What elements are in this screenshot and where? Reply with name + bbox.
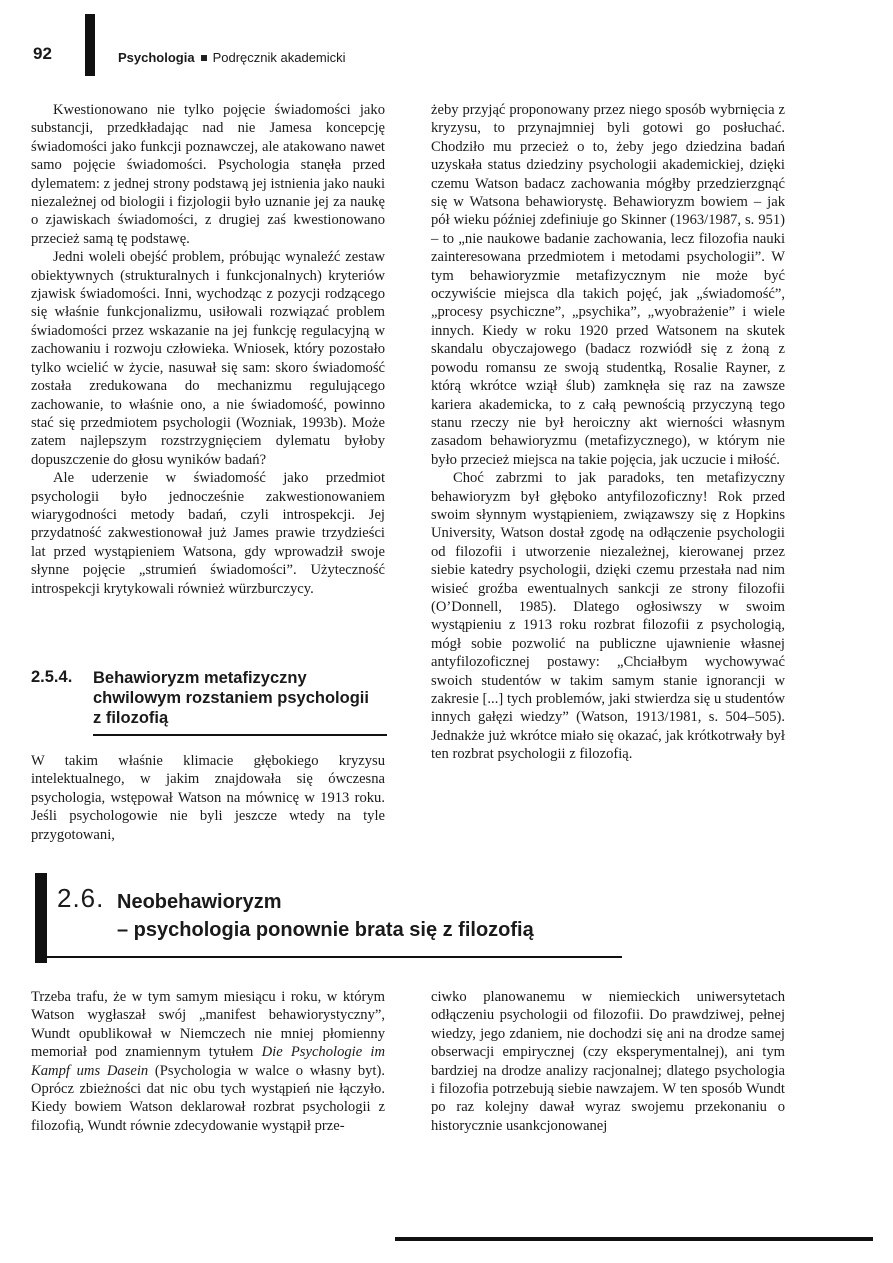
- bottom-rule: [395, 1237, 873, 1241]
- right-column-top: [431, 101, 785, 764]
- bullet-icon: [201, 55, 207, 61]
- subsection-title-line: chwilowym rozstaniem psychologii: [93, 689, 369, 707]
- subsection-number: 2.5.4.: [31, 668, 73, 686]
- paragraph: Kwestionowano nie tylko pojęcie świadomości jako substancji, przedkładając nad nie Jamesa koncepcję świadomości jako funkcji poznawczej, ale atakowano nawet samo pojęcie świadomości. Psychologia stanęła przed dylematem: z jednej strony podstawą jej istnienia jako nauki niezależnej od biologii i fizjologii było uznanie jej za naukę o zjawiskach świadomości, z drugiej zaś kwestionowano przecież samą tę podstawę.: [31, 102, 385, 247]
- running-head: [118, 50, 346, 65]
- section-number: 2.6.: [57, 883, 105, 913]
- paragraph: ciwko planowanemu w niemieckich uniwersytetach odłączeniu psychologii od filozofii. Do prawdziwej, pełnej wiedzy, jego zdaniem, nie dochodzi się ani na drodze samej obserwacji empirycznej (czy eksperymentalnej), ani tym bardziej na drodze analizy racjonalnej; dlatego psychologia i filozofia potrzebują siebie nawzajem. W ten sposób Wundt po raz kolejny dawał wyraz swojemu przekonaniu o historycznie usankcjonowanej: [431, 989, 785, 1134]
- paragraph: Jedni woleli obejść problem, próbując wynaleźć zestaw obiektywnych (strukturalnych i funkcjonalnych) kryteriów zjawisk świadomości. Inni, wychodząc z pozycji rodzącego się właśnie funkcjonalizmu, usiłowali rozwiązać problem świadomości przez wskazanie na jej funkcję regulacyjną w zachowaniu i rozwoju człowieka. Wniosek, który pozostało tylko wcielić w życie, nasuwał się sam: skoro świadomość została zredukowana do mechanizmu regulującego zachowanie, to właśnie ono, a nie świadomość, powinno stać się przedmiotem psychologii (Wozniak, 1993b). Może zatem najlepszym rozstrzygnięciem dylematu byłoby dopuszczenie do głosu wyników badań?: [31, 249, 385, 468]
- left-column-bottom: [31, 752, 385, 844]
- paragraph: [31, 988, 385, 1135]
- section-rule: [47, 956, 622, 958]
- paragraph: żeby przyjąć proponowany przez niego sposób wybrnięcia z kryzysu, to przynajmniej byli gotowi go posłuchać. Chodziło mu przecież o to, żeby jego dziedzina badań uzyskała status dziedziny psychologii akademickiej, dzięki czemu Watson badacz zachowania mógłby przedzierzgnąć się w Watsona behawiorystę. Behawioryzm bowiem – jak pół wieku później zdefiniuje go Skinner (1963/1987, s. 951) – to „nie naukowe badanie zachowania, lecz filozofia nauki zainteresowana przedmiotem i metodami psychologii”. W tym behawioryzmie metafizycznym nie może być oczywiście miejsca dla takich pojęć, jak „świadomość”, „procesy psychiczne”, „psychika”, „wyobrażenie” i wiele innych. Kiedy w roku 1920 przed Watsonem na skutek skandalu obyczajowego (badacz rozwiódł się z żoną z powodu romansu ze swoją studentką, Rosalie Rayner, z którą wkrótce wziął ślub) zamknęła się raz na zawsze kariera akademicka, to z całą pewnością przyczyną tego stanu rzeczy nie był heroiczny akt wierności własnym zasadom behawioryzmu (metafizycznego), w którym nie było przecież miejsca na takie pojęcia, jak uczucie i miłość.: [431, 102, 785, 468]
- section-bar: [35, 873, 47, 963]
- paragraph: W takim właśnie klimacie głębokiego kryzysu intelektualnego, w jakim znajdowała się ówczesna psychologia, wstępował Watson na mównicę w 1913 roku. Jeśli psychologowie nie byli jeszcze wtedy na tyle przygotowani,: [31, 753, 385, 843]
- paragraph: Ale uderzenie w świadomość jako przedmiot psychologii było jednocześnie zakwestionowaniem wiarygodności metody badań, czyli introspekcji. Jej przydatność zakwestionował już James prawie trzydzieści lat przed wystąpieniem Watsona, gdy wprowadził swoje słynne pojęcie „strumień świadomości”. Użyteczność introspekcji krytykowali również würzburczycy.: [31, 470, 385, 597]
- section-title: [117, 888, 717, 944]
- text-run: (Psychologia w walce o własny byt). Oprócz zbieżności dat nic obu tych wystąpień nie łączyło. Kiedy bowiem Watson deklarował rozbrat psychologii z filozofią, Wundt równie zdecydowanie wystąpił prze-: [31, 1062, 386, 1134]
- running-head-subtitle: Podręcznik akademicki: [212, 50, 346, 65]
- subsection-rule: [93, 734, 387, 736]
- left-column-section: [31, 988, 385, 1135]
- section-title-line: Neobehawioryzm: [117, 891, 282, 913]
- section-title-line: – psychologia ponownie brata się z filozofią: [117, 919, 534, 941]
- left-column-top: [31, 101, 385, 598]
- text-run: Trzeba trafu, że w tym samym miesiącu i roku, w którym Watson wygłaszał swój „manifest behawiorystyczny”, Wundt opublikował w Niemczech nie mniej płomienny memoriał pod znamiennym tytułem: [31, 989, 385, 1061]
- paragraph: Choć zabrzmi to jak paradoks, ten metafizyczny behawioryzm był głęboko antyfilozoficzny! Rok przed swoim słynnym wystąpieniem, związawszy się z Hopkins University, Watson dostał zgodę na odłączenie psychologii od filozofii i utworzenie niezależnej, kierowanej przez siebie katedry psychologii, dzięki czemu przestała nad nim wisieć groźba ewentualnych sankcji ze strony filozofii (O’Donnell, 1985). Dlatego ogłosiwszy w swoim wystąpieniu z 1913 roku rozbrat filozofii z psychologią, mógł sobie pozwolić na publiczne ujawnienie własnej antyfilozoficznej postawy: „Chciałbym wychowywać swoich studentów w takim samym stanie ignorancji w zakresie [...] tych problemów, jaki stwierdza się u studentów innych gałęzi wiedzy” (Watson, 1913/1981, s. 504–505). Jednakże już wkrótce miało się okazać, jak krótkotrwały był ten rozbrat psychologii z filozofią.: [431, 470, 785, 763]
- header-bar: [85, 14, 95, 76]
- page-number: 92: [33, 44, 52, 63]
- subsection-title: [93, 668, 393, 728]
- right-column-section: [431, 988, 785, 1135]
- running-head-section: Psychologia: [118, 50, 195, 65]
- book-title: Die Psychologie im Kampf ums Dasein: [31, 1044, 385, 1079]
- subsection-title-line: Behawioryzm metafizyczny: [93, 669, 307, 687]
- subsection-title-line: z filozofią: [93, 709, 169, 727]
